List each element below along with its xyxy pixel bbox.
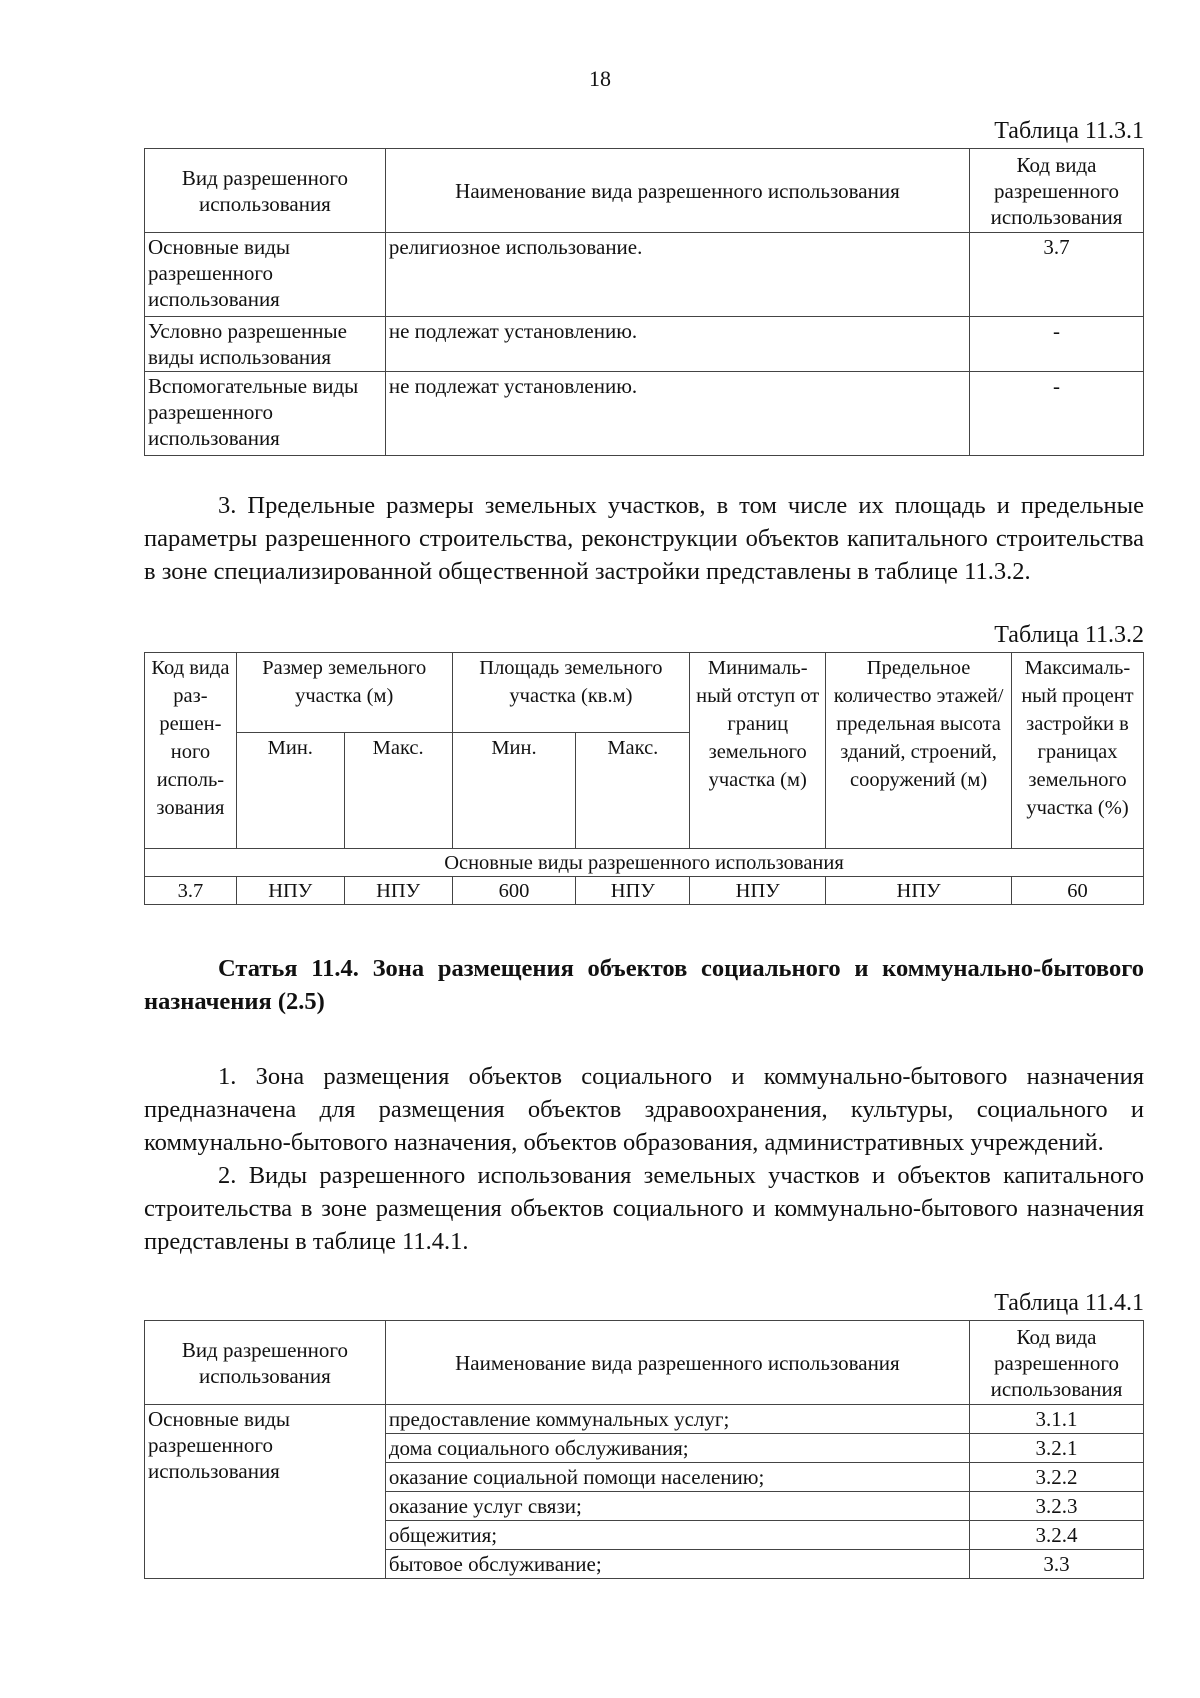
table-row xyxy=(145,317,1144,372)
table-row xyxy=(145,1405,1144,1434)
cell-code: 3.2.3 xyxy=(970,1492,1144,1521)
cell-name: религиозное использование. xyxy=(385,233,969,317)
cell-area-min: 600 xyxy=(452,877,576,905)
cell-size-min: НПУ xyxy=(236,877,344,905)
cell-group-label: Основные виды разрешенного использования xyxy=(145,1405,386,1579)
cell-code: 3.2.4 xyxy=(970,1521,1144,1550)
table-11-3-1 xyxy=(144,148,1144,456)
cell-code: 3.3 xyxy=(970,1550,1144,1579)
cell-setback: НПУ xyxy=(690,877,826,905)
paragraph-3-text: 3. Предельные размеры земельных участков, в том числе их площадь и предельные параметры разрешенного строительства, реконструкции объектов капитального строительства в зоне специализированной общественной застройки представлены в таблице 11.3.2. xyxy=(144,492,1144,585)
page-number: 18 xyxy=(589,66,611,91)
table-row xyxy=(145,372,1144,456)
cell-name: оказание услуг связи; xyxy=(385,1492,969,1521)
cell-type: Условно разрешенные виды использования xyxy=(145,317,386,372)
table-row xyxy=(145,877,1144,905)
table-header-row xyxy=(145,149,1144,233)
header-area: Площадь земельного участка (кв.м) xyxy=(452,653,690,733)
cell-code: 3.2.1 xyxy=(970,1434,1144,1463)
header-name: Наименование вида разрешенного использования xyxy=(385,1321,969,1405)
table-header-row xyxy=(145,1321,1144,1405)
cell-type: Основные виды разрешенного использования xyxy=(145,233,386,317)
header-coverage: Максималь-ный процент застройки в границах земельного участка (%) xyxy=(1011,653,1143,849)
table-11-3-2 xyxy=(144,652,1144,905)
cell-code: 3.7 xyxy=(145,877,237,905)
cell-code: 3.1.1 xyxy=(970,1405,1144,1434)
header-floors: Предельное количество этажей/ предельная высота зданий, строений, сооружений (м) xyxy=(826,653,1012,849)
header-size-min: Мин. xyxy=(236,733,344,849)
cell-area-max: НПУ xyxy=(576,877,690,905)
paragraph-3 xyxy=(144,489,1144,588)
cell-size-max: НПУ xyxy=(344,877,452,905)
header-name: Наименование вида разрешенного использования xyxy=(385,149,969,233)
table-section-row xyxy=(145,849,1144,877)
cell-name: не подлежат установлению. xyxy=(385,372,969,456)
cell-code: - xyxy=(970,372,1144,456)
paragraph-1-text: 1. Зона размещения объектов социального и коммунально-бытового назначения предназначена для размещения объектов здравоохранения, культуры, социального и коммунально-бытового назначения, объектов образования, административных учреждений. xyxy=(144,1063,1144,1156)
section-label: Основные виды разрешенного использования xyxy=(145,849,1144,877)
paragraph-1-2 xyxy=(144,1060,1144,1258)
header-code: Код вида раз-решен-ного исполь-зования xyxy=(145,653,237,849)
table-row xyxy=(145,233,1144,317)
cell-type: Вспомогательные виды разрешенного использования xyxy=(145,372,386,456)
header-area-min: Мин. xyxy=(452,733,576,849)
cell-name: оказание социальной помощи населению; xyxy=(385,1463,969,1492)
header-size-max: Макс. xyxy=(344,733,452,849)
cell-name: дома социального обслуживания; xyxy=(385,1434,969,1463)
header-area-max: Макс. xyxy=(576,733,690,849)
cell-name: общежития; xyxy=(385,1521,969,1550)
cell-code: 3.7 xyxy=(970,233,1144,317)
header-type: Вид разрешенного использования xyxy=(145,1321,386,1405)
table-11-4-1 xyxy=(144,1320,1144,1579)
article-heading: Статья 11.4. Зона размещения объектов социального и коммунально-бытового назначения (2.5) xyxy=(144,955,1144,1015)
cell-code: 3.2.2 xyxy=(970,1463,1144,1492)
cell-name: не подлежат установлению. xyxy=(385,317,969,372)
table-11-3-2-caption: Таблица 11.3.2 xyxy=(994,622,1144,648)
paragraph-2-text: 2. Виды разрешенного использования земельных участков и объектов капитального строительства в зоне размещения объектов социального и коммунально-бытового назначения представлены в таблице 11.4.1. xyxy=(144,1162,1144,1255)
cell-coverage: 60 xyxy=(1011,877,1143,905)
cell-name: предоставление коммунальных услуг; xyxy=(385,1405,969,1434)
cell-name: бытовое обслуживание; xyxy=(385,1550,969,1579)
header-setback: Минималь-ный отступ от границ земельного участка (м) xyxy=(690,653,826,849)
cell-floors: НПУ xyxy=(826,877,1012,905)
header-code: Код вида разрешенного использования xyxy=(970,149,1144,233)
table-11-4-1-caption: Таблица 11.4.1 xyxy=(994,1290,1144,1316)
table-header-row xyxy=(145,653,1144,733)
cell-code: - xyxy=(970,317,1144,372)
header-size: Размер земельного участка (м) xyxy=(236,653,452,733)
header-code: Код вида разрешенного использования xyxy=(970,1321,1144,1405)
table-11-3-1-caption: Таблица 11.3.1 xyxy=(994,118,1144,144)
header-type: Вид разрешенного использования xyxy=(145,149,386,233)
